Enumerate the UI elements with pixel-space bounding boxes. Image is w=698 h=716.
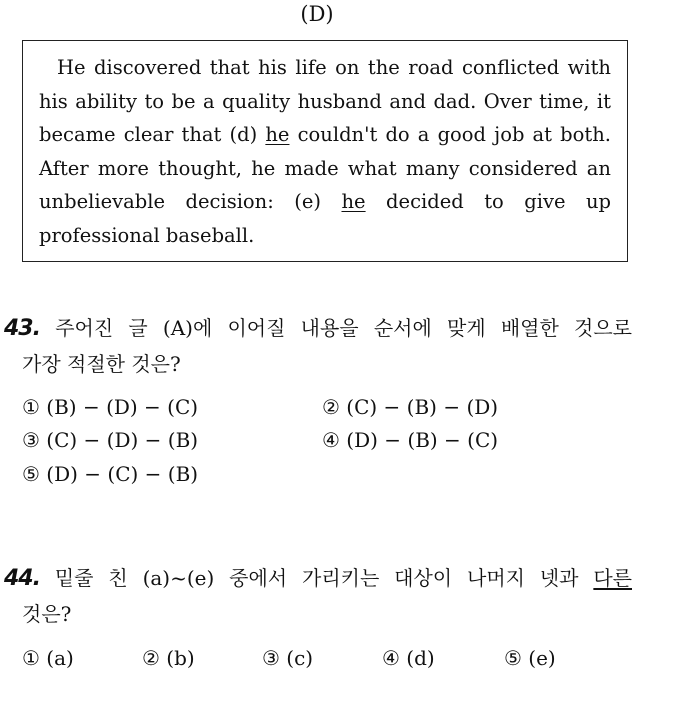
q44-option-5[interactable]: ⑤ (e) [504, 646, 556, 670]
q44-option-2[interactable]: ② (b) [142, 646, 195, 670]
passage-line: After more thought, he made what many considered an [39, 157, 611, 180]
q44-stem [4, 564, 632, 593]
q44-text: 밑줄 친 (a)~(e) 중에서 가리키는 대상이 나머지 넷과 [39, 566, 594, 590]
passage-line [39, 122, 611, 148]
section-label: (D) [300, 2, 334, 26]
passage-line: professional baseball. [39, 224, 255, 247]
passage-line: He discovered that his life on the road conflicted with [57, 56, 611, 79]
q43-option-5[interactable]: ⑤ (D) − (C) − (B) [22, 462, 199, 486]
underlined-pronoun-e: he [341, 190, 366, 213]
q43-option-4[interactable]: ④ (D) − (B) − (C) [322, 428, 499, 452]
underlined-pronoun-d: he [265, 123, 290, 146]
q44-option-3[interactable]: ③ (c) [262, 646, 314, 670]
q44-stem-line2: 것은? [22, 602, 72, 626]
passage-text: became clear that (d) [39, 123, 266, 146]
q44-underlined-word: 다른 [593, 566, 632, 590]
q43-option-1[interactable]: ① (B) − (D) − (C) [22, 395, 199, 419]
q43-text: 주어진 글 (A)에 이어질 내용을 순서에 맞게 배열한 것으로 [39, 316, 632, 340]
q44-number: 44. [4, 566, 40, 591]
q43-stem [4, 314, 632, 343]
passage-text: decided to give up [365, 190, 612, 213]
q43-option-3[interactable]: ③ (C) − (D) − (B) [22, 428, 199, 452]
q43-stem-line2: 가장 적절한 것은? [22, 352, 181, 376]
passage-text: unbelievable decision: (e) [39, 190, 342, 213]
passage-box [22, 40, 628, 262]
passage-line: his ability to be a quality husband and dad. Over time, it [39, 90, 611, 113]
passage-line [39, 189, 611, 215]
q43-option-2[interactable]: ② (C) − (B) − (D) [322, 395, 499, 419]
q43-number: 43. [4, 316, 40, 341]
passage-text: couldn't do a good job at both. [289, 123, 611, 146]
q44-option-1[interactable]: ① (a) [22, 646, 74, 670]
q44-option-4[interactable]: ④ (d) [382, 646, 435, 670]
